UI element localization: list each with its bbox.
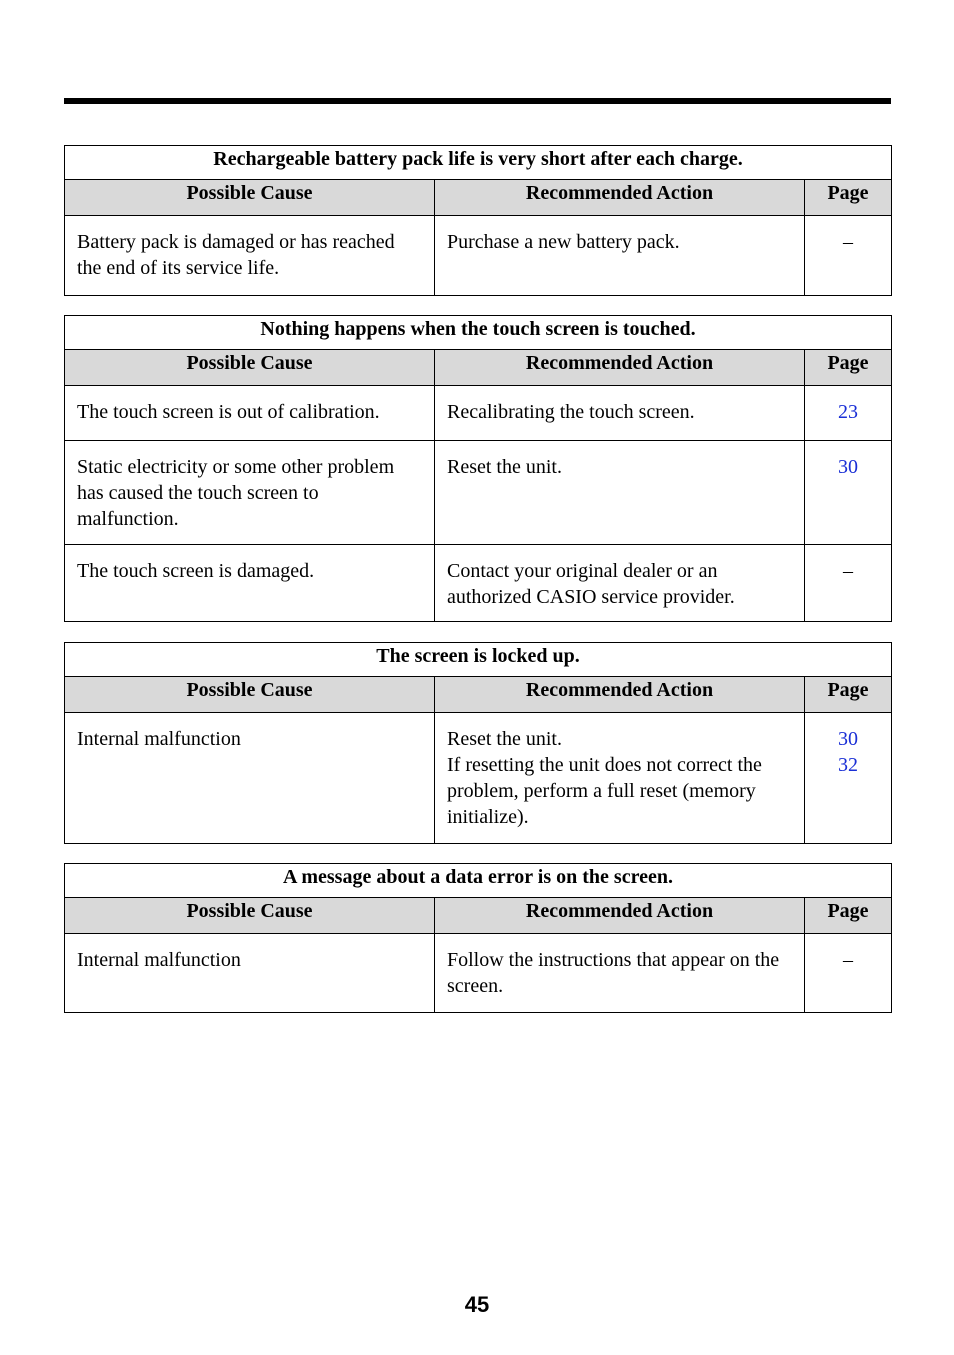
col-header-cause: Possible Cause bbox=[65, 180, 435, 216]
table-row bbox=[65, 934, 892, 1013]
page-number: 45 bbox=[464, 1292, 490, 1317]
col-header-page: Page bbox=[805, 350, 892, 386]
page-ref: – bbox=[843, 560, 854, 582]
page-cell bbox=[805, 545, 892, 622]
table-row bbox=[65, 386, 892, 441]
cause-cell: The touch screen is out of calibration. bbox=[65, 386, 435, 441]
action-text: Contact your original dealer or an authorized CASIO service provider. bbox=[447, 560, 735, 608]
page-link[interactable]: 30 bbox=[838, 456, 859, 478]
page-link[interactable]: 23 bbox=[838, 401, 859, 423]
table-title: A message about a data error is on the screen. bbox=[65, 864, 892, 898]
table-title: The screen is locked up. bbox=[65, 643, 892, 677]
action-text: If resetting the unit does not correct the problem, perform a full reset (memory initialize). bbox=[447, 754, 762, 828]
troubleshoot-table-locked bbox=[64, 642, 892, 844]
table-title: Nothing happens when the touch screen is touched. bbox=[65, 316, 892, 350]
page-cell bbox=[805, 713, 892, 844]
page-ref: – bbox=[843, 231, 853, 253]
action-text: Reset the unit. bbox=[447, 728, 562, 750]
action-text: Follow the instructions that appear on the screen. bbox=[447, 949, 780, 997]
table-row bbox=[65, 441, 892, 545]
action-text: Purchase a new battery pack. bbox=[447, 231, 680, 253]
page-link[interactable]: 30 bbox=[838, 728, 859, 750]
col-header-action: Recommended Action bbox=[435, 898, 805, 934]
action-text: Recalibrating the touch screen. bbox=[447, 401, 695, 423]
col-header-page: Page bbox=[805, 180, 892, 216]
page-cell bbox=[805, 386, 892, 441]
troubleshoot-table-data-error bbox=[64, 863, 892, 1013]
cause-cell: The touch screen is damaged. bbox=[65, 545, 435, 622]
action-cell bbox=[435, 216, 805, 296]
troubleshoot-table-touch bbox=[64, 315, 892, 622]
col-header-page: Page bbox=[805, 677, 892, 713]
cause-cell: Internal malfunction bbox=[65, 934, 435, 1013]
page-link[interactable]: 32 bbox=[838, 754, 859, 776]
action-cell bbox=[435, 713, 805, 844]
table-row bbox=[65, 216, 892, 296]
table-row bbox=[65, 545, 892, 622]
page-cell bbox=[805, 216, 892, 296]
col-header-action: Recommended Action bbox=[435, 180, 805, 216]
action-cell bbox=[435, 934, 805, 1013]
action-text: Reset the unit. bbox=[447, 456, 562, 478]
col-header-action: Recommended Action bbox=[435, 350, 805, 386]
cause-cell: Battery pack is damaged or has reached the end of its service life. bbox=[65, 216, 435, 296]
table-title: Rechargeable battery pack life is very short after each charge. bbox=[65, 146, 892, 180]
action-cell bbox=[435, 545, 805, 622]
cause-cell: Static electricity or some other problem has caused the touch screen to malfunction. bbox=[65, 441, 435, 545]
col-header-cause: Possible Cause bbox=[65, 677, 435, 713]
page-cell bbox=[805, 934, 892, 1013]
col-header-cause: Possible Cause bbox=[65, 350, 435, 386]
troubleshoot-table-battery bbox=[64, 145, 892, 296]
col-header-action: Recommended Action bbox=[435, 677, 805, 713]
cause-cell: Internal malfunction bbox=[65, 713, 435, 844]
action-cell bbox=[435, 386, 805, 441]
col-header-cause: Possible Cause bbox=[65, 898, 435, 934]
page-ref: – bbox=[843, 949, 853, 971]
col-header-page: Page bbox=[805, 898, 892, 934]
page-cell bbox=[805, 441, 892, 545]
top-rule bbox=[64, 98, 891, 104]
action-cell bbox=[435, 441, 805, 545]
table-row bbox=[65, 713, 892, 844]
